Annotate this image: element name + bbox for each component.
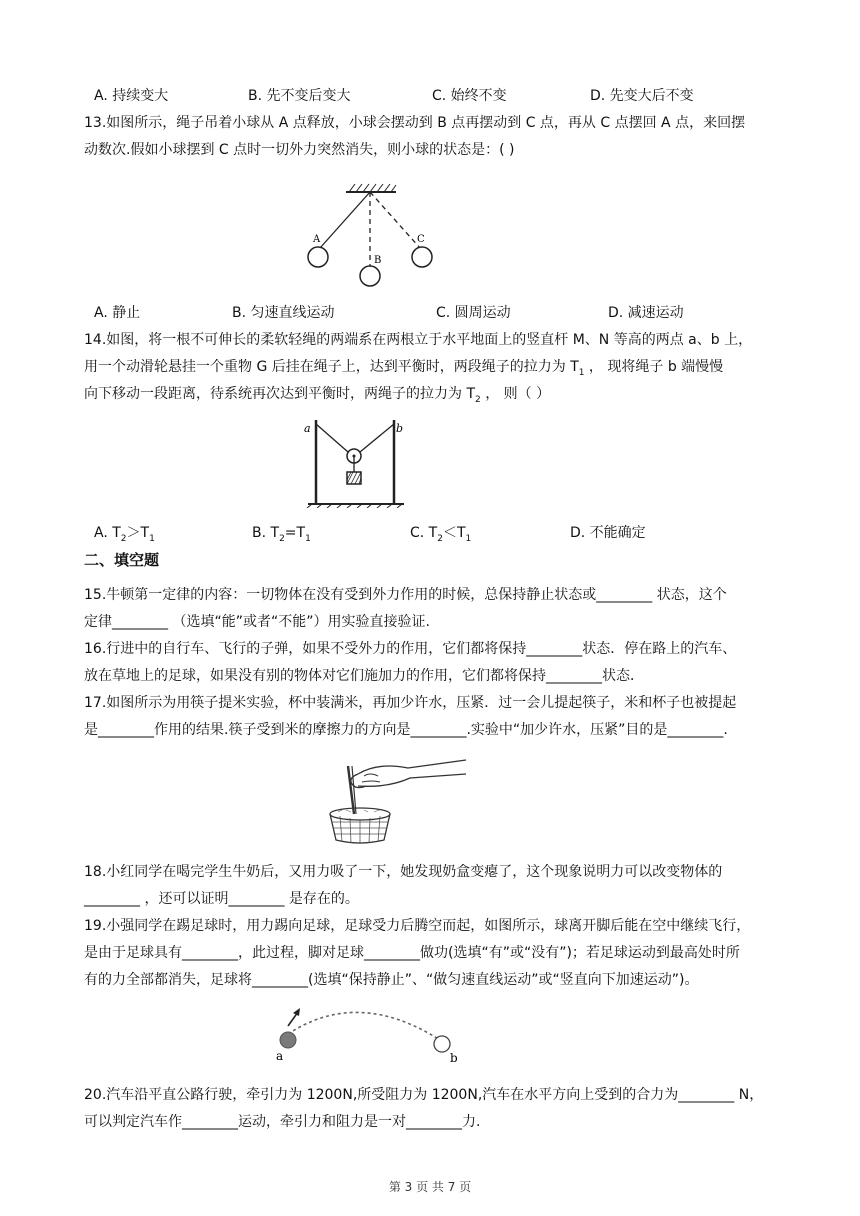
q14-option-c: C. $T_2<T_1$ [410, 525, 472, 544]
section-heading: 二、填空题 [84, 551, 160, 569]
q19-text-line1: 19.小强同学在踢足球时，用力踢向足球，足球受力后腾空而起，如图所示，球离开脚后能在空中继续飞行， [84, 918, 751, 934]
q14-text-line2: 用一个动滑轮悬挂一个重物 G 后挂在绳子上，达到平衡时，两段绳子的拉力为 $T_1$ ， 现将绳子 b 端慢慢 [84, 359, 724, 378]
label-b: B [374, 255, 382, 266]
q12-option-c: C. 始终不变 [432, 88, 507, 104]
label-b: b [396, 422, 404, 435]
q14-option-a: A. $T_2>T_1$ [94, 525, 155, 544]
q13-text-line1: 13.如图所示，绳子吊着小球从 A 点释放，小球会摆动到 B 点再摆动到 C 点，再从 C 点摆回 A 点，来回摆 [84, 115, 746, 131]
q18-text-line1: 18.小红同学在喝完学生牛奶后，又用力吸了一下，她发现奶盒变瘪了，这个现象说明力可以改变物体的 [84, 864, 723, 880]
q13-option-c: C. 圆周运动 [436, 305, 511, 321]
q19-text-line2: 是由于足球具有________，此过程，脚对足球________做功(选填“有”或“没有”)；若足球运动到最高处时所 [84, 945, 740, 961]
q13-option-d: D. 减速运动 [608, 305, 684, 321]
q15-text-line2: 定律________ （选填“能”或者“不能”）用实验直接验证. [84, 614, 430, 630]
q16-text-line2: 放在草地上的足球，如果没有别的物体对它们施加力的作用，它们都将保持________状态． [84, 668, 644, 684]
q12-option-a: A. 持续变大 [94, 88, 169, 104]
label-a: a [304, 422, 311, 435]
pulley-figure [300, 414, 410, 508]
q13-option-b: B. 匀速直线运动 [232, 305, 335, 321]
q12-option-d: D. 先变大后不变 [590, 88, 694, 104]
label-a: A [313, 234, 321, 245]
q14-option-d: D. 不能确定 [570, 525, 646, 541]
q18-text-line2: ________ ，还可以证明________ 是存在的。 [84, 891, 359, 907]
page-footer: 第 3 页 共 7 页 [388, 1180, 472, 1194]
q17-text-line1: 17.如图所示为用筷子提米实验，杯中装满米，再加少许水，压紧．过一会儿提起筷子，米和杯子也被提起 [84, 695, 737, 711]
label-a: a [276, 1049, 284, 1063]
q20-text-line2: 可以判定汽车作________运动，牵引力和阻力是一对________力. [84, 1114, 481, 1130]
chopsticks-rice-figure [318, 752, 468, 846]
q16-text-line1: 16.行进中的自行车、飞行的子弹，如果不受外力的作用，它们都将保持________状态．停在路上的汽车、 [84, 641, 737, 657]
label-c: C [417, 234, 425, 245]
q14-text-line1: 14.如图，将一根不可伸长的柔软轻绳的两端系在两根立于水平地面上的竖直杆 M、N 等高的两点 a、b 上， [84, 332, 753, 348]
q14-text-line3: 向下移动一段距离，待系统再次达到平衡时，两绳子的拉力为 $T_2$ ， 则（ ） [84, 386, 551, 405]
q15-text-line1: 15.牛顿第一定律的内容：一切物体在没有受到外力作用的时候，总保持静止状态或________ 状态，这个 [84, 587, 727, 603]
pendulum-figure [296, 176, 446, 292]
q12-option-b: B. 先不变后变大 [248, 88, 351, 104]
q19-text-line3: 有的力全部都消失，足球将________(选填“保持静止”、“做匀速直线运动”或“竖直向下加速运动”)。 [84, 972, 699, 988]
q20-text-line1: 20.汽车沿平直公路行驶，牵引力为 1200N,所受阻力为 1200N,汽车在水平方向上受到的合力为________ N， [84, 1087, 764, 1103]
q13-option-a: A. 静止 [94, 305, 141, 321]
football-trajectory-figure [266, 1002, 466, 1064]
q13-text-line2: 动数次.假如小球摆到 C 点时一切外力突然消失，则小球的状态是：( ) [84, 142, 515, 158]
label-b: b [450, 1051, 458, 1064]
q14-option-b: B. $T_2=T_1$ [252, 525, 311, 544]
q17-text-line2: 是________作用的结果.筷子受到米的摩擦力的方向是________.实验中“加少许水，压紧”目的是________. [84, 722, 728, 738]
